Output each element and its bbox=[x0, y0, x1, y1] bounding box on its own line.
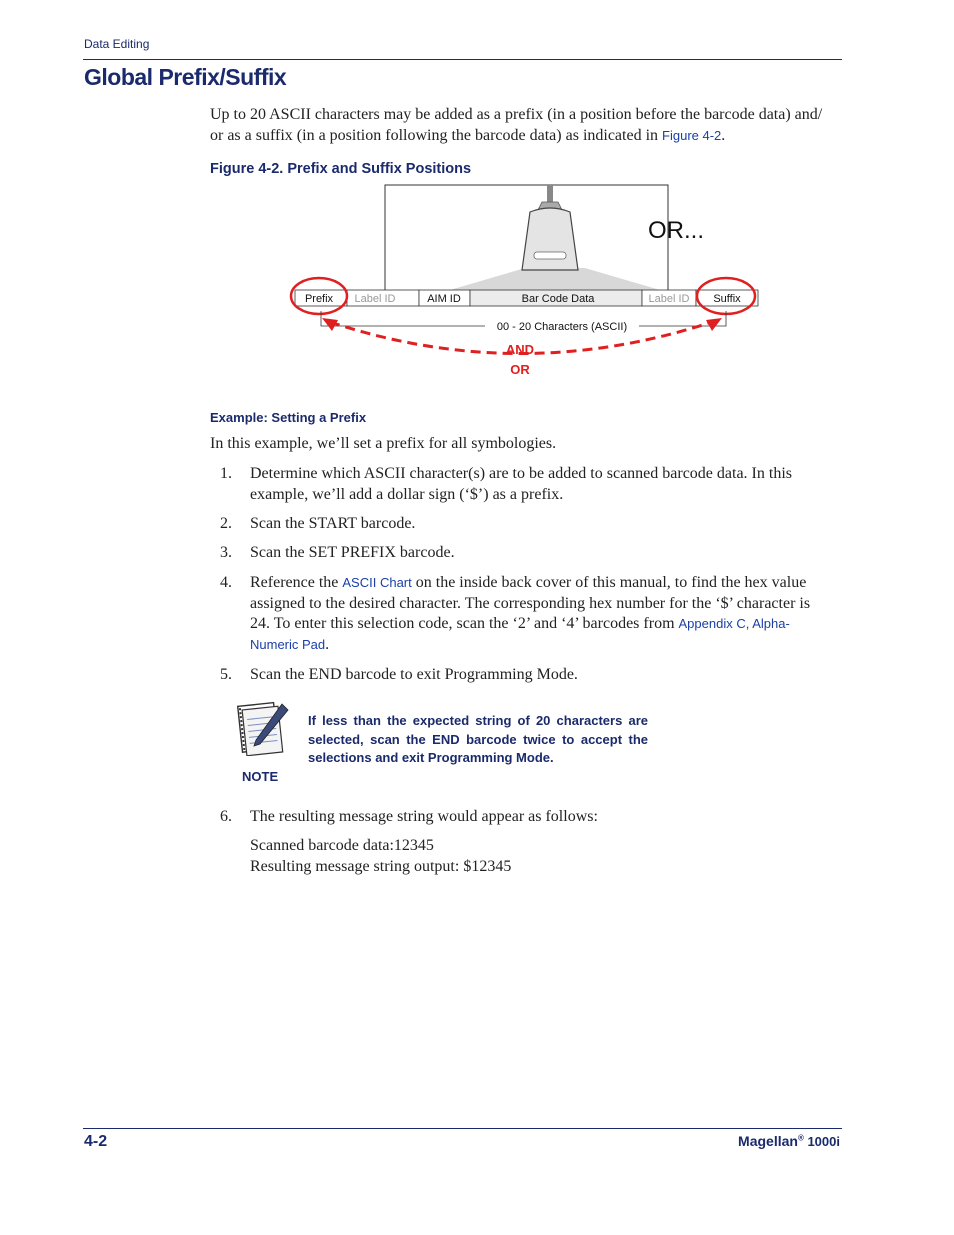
prefix-suffix-diagram bbox=[280, 180, 780, 380]
step-4: 4. Reference the ASCII Chart on the inside back cover of this manual, to find the hex value assigned to the desired character. The corresponding hex number for the ‘$’ character is 24. To enter this selection code, scan the ‘2’ and ‘4’ barcodes from Appendix C, Alpha- Numeric Pad. bbox=[220, 574, 811, 653]
step-6: 6. The resulting message string would appear as follows: bbox=[220, 808, 598, 825]
intro-line-1: Up to 20 ASCII characters may be added as a prefix (in a position before the barcode data) and/ bbox=[210, 106, 823, 123]
scanned-data-line: Scanned barcode data:12345 bbox=[250, 837, 434, 854]
note-label: NOTE bbox=[242, 769, 279, 784]
intro-line-2: or as a suffix (in a position following the barcode data) as indicated in Figure 4-2. bbox=[210, 126, 726, 144]
example-heading: Example: Setting a Prefix bbox=[210, 410, 367, 425]
or-text: OR... bbox=[648, 217, 705, 244]
field-prefix: Prefix bbox=[304, 293, 334, 305]
scanner-icon bbox=[522, 185, 578, 270]
example-lead: In this example, we’ll set a prefix for all symbologies. bbox=[210, 435, 557, 452]
step-2: 2. Scan the START barcode. bbox=[220, 515, 416, 532]
header-rule bbox=[83, 59, 842, 60]
figure-caption: Figure 4-2. Prefix and Suffix Positions bbox=[210, 161, 472, 177]
step-1: 1. Determine which ASCII character(s) are to be added to scanned barcode data. In this example, we’ll add a dollar sign (‘$’) as a prefix. bbox=[220, 465, 792, 503]
field-bar-code-data: Bar Code Data bbox=[521, 293, 595, 305]
field-row bbox=[295, 290, 758, 306]
section-title: Global Prefix/Suffix bbox=[84, 64, 287, 90]
and-label: AND bbox=[505, 342, 535, 357]
or-label: OR bbox=[510, 362, 530, 377]
figure-4-2-link[interactable]: Figure 4-2 bbox=[662, 127, 722, 143]
page-number: 4-2 bbox=[84, 1133, 108, 1150]
running-header: Data Editing bbox=[84, 37, 150, 51]
appendix-c-link[interactable]: Appendix C, Alpha- bbox=[678, 616, 790, 631]
product-name: Magellan® 1000i bbox=[738, 1133, 840, 1149]
result-block bbox=[250, 836, 511, 877]
intro-paragraph bbox=[210, 105, 850, 146]
resulting-output-line: Resulting message string output: $12345 bbox=[250, 857, 512, 875]
scan-beam bbox=[450, 268, 660, 290]
step-3: 3. Scan the SET PREFIX barcode. bbox=[220, 544, 455, 561]
note-pad-icon bbox=[234, 698, 290, 756]
field-label-id-1: Label ID bbox=[354, 293, 396, 305]
field-aim-id: AIM ID bbox=[427, 293, 461, 305]
note-text: If less than the expected string of 20 characters are selected, scan the END barcode twice to accept the selections and exit Programming Mode. bbox=[308, 713, 648, 765]
step-5: 5. Scan the END barcode to exit Programming Mode. bbox=[220, 666, 578, 683]
numeric-pad-link[interactable]: Numeric Pad bbox=[250, 636, 326, 652]
range-label: 00 - 20 Characters (ASCII) bbox=[496, 321, 628, 333]
field-suffix: Suffix bbox=[713, 293, 741, 305]
footer-rule bbox=[83, 1128, 842, 1129]
ascii-chart-link[interactable]: ASCII Chart bbox=[342, 575, 412, 590]
field-label-id-2: Label ID bbox=[648, 293, 690, 305]
